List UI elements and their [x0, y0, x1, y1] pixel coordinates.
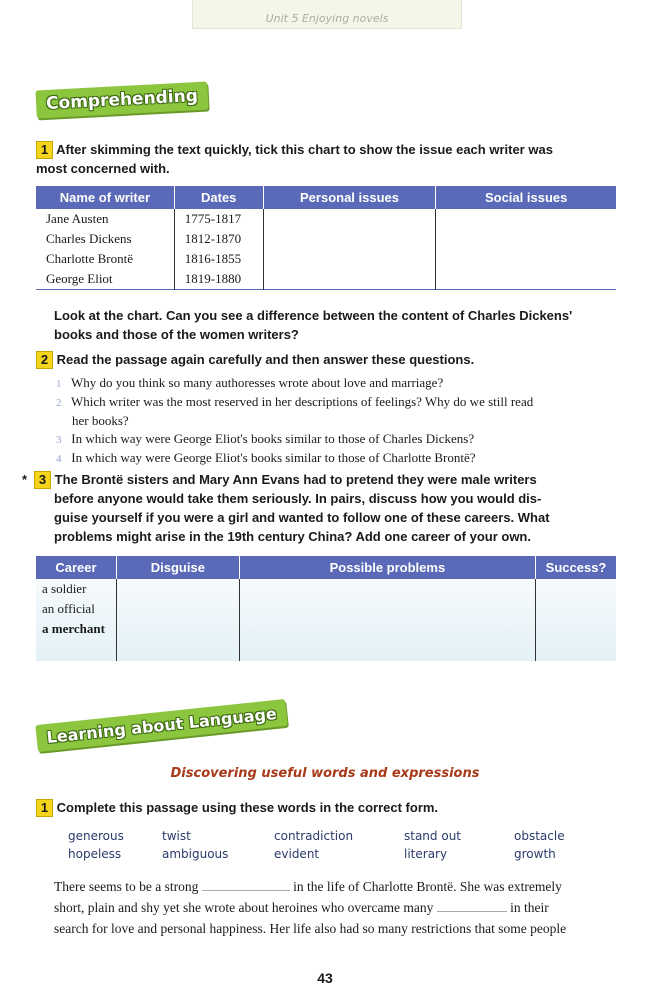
question-text: The Brontë sisters and Mary Ann Evans had to pretend they were male writers: [54, 472, 537, 487]
list-item: [56, 449, 622, 468]
personal-cell[interactable]: [263, 269, 436, 290]
success-cell[interactable]: [536, 579, 616, 599]
success-cell[interactable]: [536, 639, 616, 661]
personal-cell[interactable]: [263, 209, 436, 229]
career-chart: [36, 556, 616, 661]
passage-text: search for love and personal happiness. Her life also had so many restrictions that some people: [54, 921, 567, 936]
table-row: [36, 639, 616, 661]
social-cell[interactable]: [436, 229, 616, 249]
word-generous: generous: [68, 829, 124, 843]
personal-cell[interactable]: [263, 229, 436, 249]
social-cell[interactable]: [436, 269, 616, 290]
problems-cell[interactable]: [239, 619, 535, 639]
table-row: [36, 269, 616, 290]
success-cell[interactable]: [536, 619, 616, 639]
writer-name: Charles Dickens: [36, 229, 174, 249]
list-text-cont: her books?: [72, 413, 129, 428]
writer-name: Charlotte Brontë: [36, 249, 174, 269]
passage: [54, 876, 624, 939]
chart-question: [54, 306, 624, 344]
question-number: 1: [36, 141, 53, 159]
word-twist: twist: [162, 829, 191, 843]
col-header: Personal issues: [263, 186, 436, 209]
writer-dates: 1775-1817: [174, 209, 263, 229]
blank-1[interactable]: [202, 890, 290, 891]
disguise-cell[interactable]: [116, 599, 239, 619]
table-row: [36, 579, 616, 599]
social-cell[interactable]: [436, 249, 616, 269]
list-item: [56, 374, 622, 393]
list-item: [56, 430, 622, 449]
career-cell: a soldier: [36, 579, 116, 599]
word-evident: evident: [274, 847, 320, 861]
passage-text: in their: [510, 900, 549, 915]
social-cell[interactable]: [436, 209, 616, 229]
word-hopeless: hopeless: [68, 847, 122, 861]
list-number: 4: [56, 453, 62, 465]
writers-chart: [36, 186, 616, 290]
question-2: [36, 350, 626, 369]
list-text: In which way were George Eliot's books similar to those of Charlotte Brontë?: [71, 450, 476, 465]
col-header: Social issues: [436, 186, 616, 209]
table-row: [36, 619, 616, 639]
star-marker: *: [22, 472, 28, 487]
passage-text: There seems to be a strong: [54, 879, 199, 894]
writer-dates: 1816-1855: [174, 249, 263, 269]
question-3: [22, 470, 626, 546]
col-header: Name of writer: [36, 186, 174, 209]
word-growth: growth: [514, 847, 556, 861]
question-text: before anyone would take them seriously. In pairs, discuss how you would dis-: [54, 491, 542, 506]
writer-dates: 1819-1880: [174, 269, 263, 290]
question-number: 1: [36, 799, 53, 817]
passage-text: short, plain and shy yet she wrote about heroines who overcame many: [54, 900, 434, 915]
col-header: Career: [36, 556, 116, 579]
career-cell[interactable]: [36, 639, 116, 661]
disguise-cell[interactable]: [116, 619, 239, 639]
writer-name: Jane Austen: [36, 209, 174, 229]
question-number: 2: [36, 351, 53, 369]
comprehending-banner: Comprehending: [35, 82, 208, 119]
col-header: Disguise: [116, 556, 239, 579]
question-1: [36, 140, 626, 178]
writer-dates: 1812-1870: [174, 229, 263, 249]
list-number: 1: [56, 378, 62, 390]
question-text: Complete this passage using these words in the correct form.: [56, 800, 439, 815]
table-row: [36, 599, 616, 619]
question-text-cont: most concerned with.: [36, 161, 170, 176]
list-text: Which writer was the most reserved in her descriptions of feelings? Why do we still read: [71, 394, 534, 409]
list-text: In which way were George Eliot's books similar to those of Charles Dickens?: [71, 431, 475, 446]
question-number: 3: [34, 471, 51, 489]
col-header: Dates: [174, 186, 263, 209]
table-row: [36, 229, 616, 249]
page-number: 43: [317, 970, 333, 986]
personal-cell[interactable]: [263, 249, 436, 269]
table-row: [36, 249, 616, 269]
disguise-cell[interactable]: [116, 579, 239, 599]
table-row: [36, 209, 616, 229]
chart-question-line: books and those of the women writers?: [54, 327, 299, 342]
word-ambiguous: ambiguous: [162, 847, 229, 861]
table-header-row: [36, 556, 616, 579]
word-contradiction: contradiction: [274, 829, 354, 843]
word-obstacle: obstacle: [514, 829, 565, 843]
list-text: Why do you think so many authoresses wrote about love and marriage?: [71, 375, 444, 390]
language-question-1: [36, 798, 626, 817]
list-number: 2: [56, 397, 62, 409]
col-header: Possible problems: [239, 556, 535, 579]
col-header: Success?: [536, 556, 616, 579]
list-number: 3: [56, 434, 62, 446]
disguise-cell[interactable]: [116, 639, 239, 661]
word-literary: literary: [404, 847, 448, 861]
question-2-list: [56, 374, 622, 468]
unit-header: Unit 5 Enjoying novels: [192, 0, 462, 29]
language-banner: Learning about Language: [35, 699, 288, 752]
word-stand-out: stand out: [404, 829, 461, 843]
list-item: [56, 393, 622, 430]
section-subtitle: Discovering useful words and expressions: [170, 766, 480, 781]
success-cell[interactable]: [536, 599, 616, 619]
question-text: guise yourself if you were a girl and wanted to follow one of these careers. What: [54, 510, 550, 525]
career-cell: a merchant: [36, 619, 116, 639]
blank-2[interactable]: [437, 911, 507, 912]
problems-cell[interactable]: [239, 639, 535, 661]
question-text: Read the passage again carefully and then answer these questions.: [56, 352, 475, 367]
chart-question-line: Look at the chart. Can you see a difference between the content of Charles Dickens': [54, 308, 573, 323]
career-cell: an official: [36, 599, 116, 619]
question-text: problems might arise in the 19th century China? Add one career of your own.: [54, 529, 531, 544]
writer-name: George Eliot: [36, 269, 174, 290]
passage-text: in the life of Charlotte Brontë. She was extremely: [293, 879, 562, 894]
problems-cell[interactable]: [239, 579, 535, 599]
question-text: After skimming the text quickly, tick this chart to show the issue each writer was: [56, 142, 553, 157]
table-header-row: [36, 186, 616, 209]
problems-cell[interactable]: [239, 599, 535, 619]
